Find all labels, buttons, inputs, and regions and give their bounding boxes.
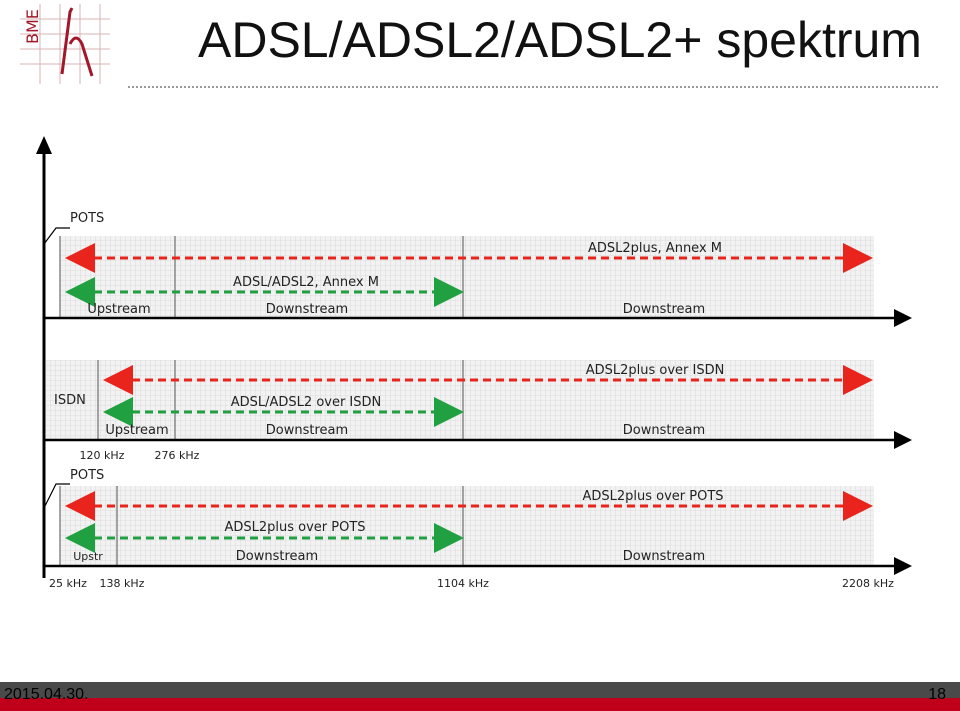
panel-2-band [46, 360, 874, 440]
tick-138khz: 138 kHz [99, 577, 145, 590]
red-label-3: ADSL2plus over POTS [582, 489, 724, 504]
upstream-label-3: Upstr [73, 550, 103, 563]
red-label-1: ADSL2plus, Annex M [588, 241, 722, 256]
page-title: ADSL/ADSL2/ADSL2+ spektrum [198, 12, 922, 68]
downstream-left-label-1: Downstream [265, 302, 349, 317]
panel-3-band [60, 486, 874, 566]
footer-bar [0, 682, 960, 698]
downstream-right-label-1: Downstream [622, 302, 706, 317]
panel-1-band [60, 236, 874, 318]
freq-276-label: 276 kHz [154, 449, 200, 462]
panel-over-isdn [44, 360, 912, 462]
vertical-axis-arrow [36, 136, 52, 154]
upstream-label-1: Upstream [87, 302, 151, 317]
green-label-1: ADSL/ADSL2, Annex M [233, 275, 379, 290]
freq-120-label: 120 kHz [79, 449, 125, 462]
footer-date: 2015.04.30. [4, 686, 89, 703]
page-number: 18 [928, 686, 946, 703]
tick-1104khz: 1104 kHz [437, 577, 489, 590]
logo-text: BME [23, 9, 42, 44]
upstream-label-2: Upstream [105, 423, 169, 438]
green-label-2: ADSL/ADSL2 over ISDN [230, 395, 382, 410]
panel-over-pots [44, 468, 912, 575]
green-label-3: ADSL2plus over POTS [224, 520, 366, 535]
downstream-left-label-3: Downstream [235, 549, 319, 564]
pots-label-1: POTS [70, 211, 105, 226]
tick-25khz: 25 kHz [49, 577, 87, 590]
downstream-left-label-2: Downstream [265, 423, 349, 438]
tick-2208khz: 2208 kHz [842, 577, 894, 590]
red-label-2: ADSL2plus over ISDN [585, 363, 725, 378]
isdn-label: ISDN [54, 393, 86, 408]
downstream-right-label-3: Downstream [622, 549, 706, 564]
footer-accent-bar [0, 698, 960, 711]
pots-label-3: POTS [70, 468, 105, 483]
panel-annex-m [44, 211, 912, 327]
downstream-right-label-2: Downstream [622, 423, 706, 438]
